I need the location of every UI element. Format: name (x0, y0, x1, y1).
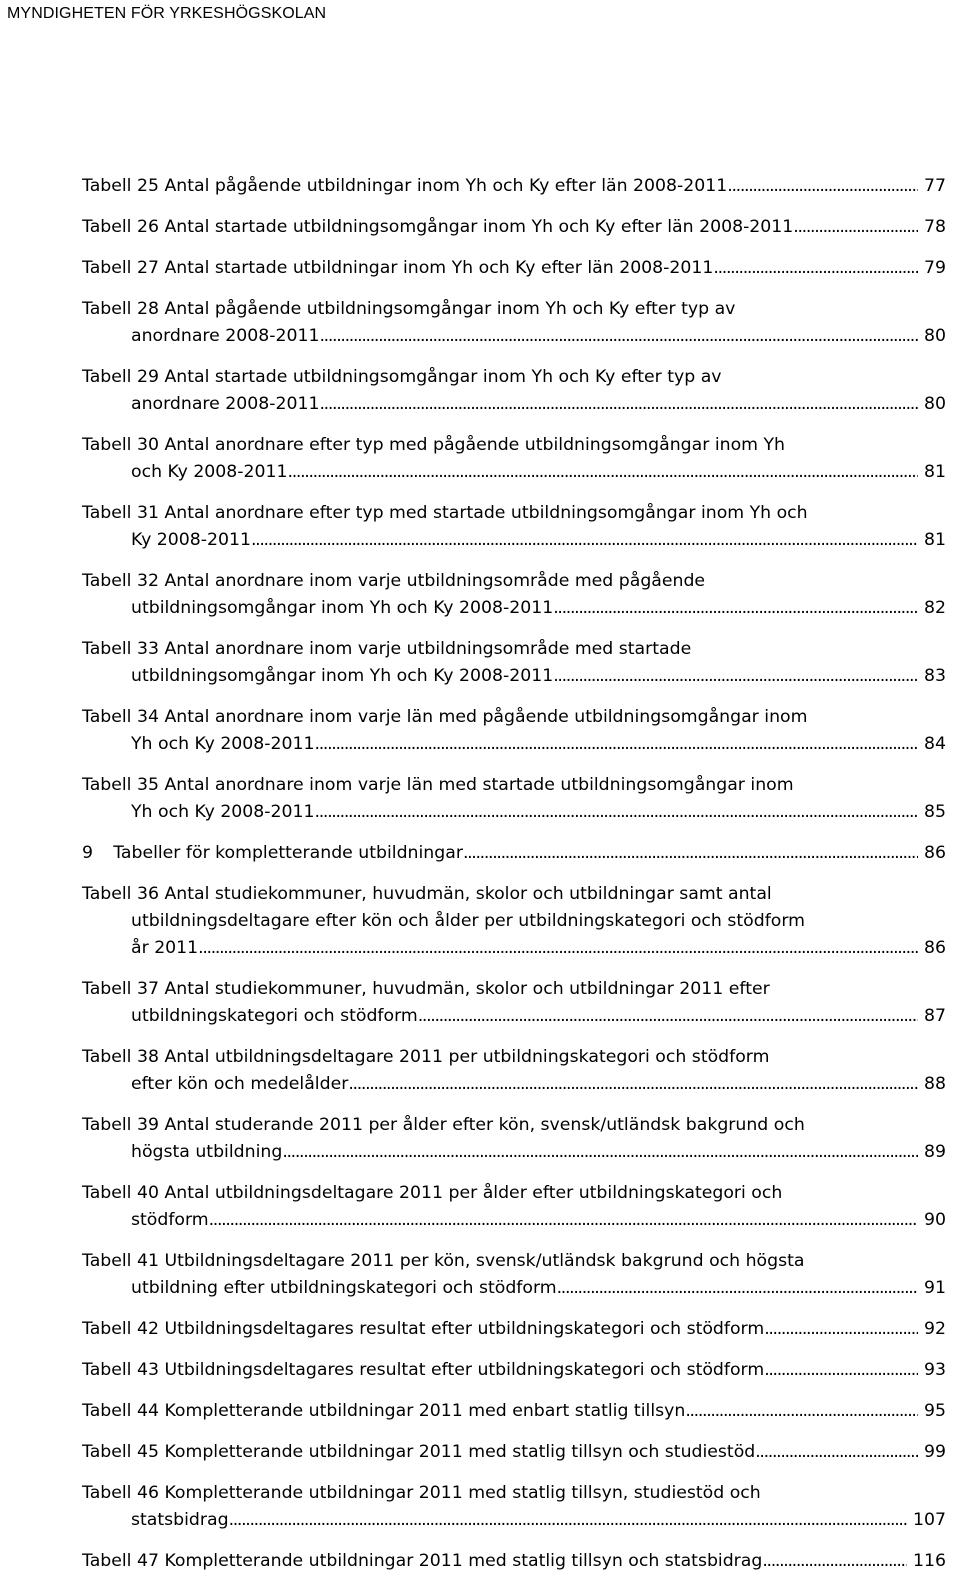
toc-entry-page: 95 (924, 1401, 946, 1421)
table-of-contents (82, 173, 946, 1575)
toc-entry-page: 82 (924, 598, 946, 618)
toc-entry-title-continued: högsta utbildning . . . (131, 1139, 918, 1166)
toc-entry-title-continued: utbildningsomgångar inom Yh och Ky 2008-2011 . . . (131, 595, 918, 622)
toc-entry-page: 86 (924, 938, 946, 958)
chapter-title: Tabeller för kompletterande utbildningar . . . (113, 840, 918, 867)
toc-entry-page: 80 (924, 394, 946, 414)
toc-entry-title: Tabell 46 Kompletterande utbildningar 2011 med statlig tillsyn, studiestöd och (82, 1483, 761, 1503)
toc-entry-title: Tabell 40 Antal utbildningsdeltagare 2011 per ålder efter utbildningskategori och (82, 1183, 783, 1203)
toc-entry[interactable] (82, 1180, 946, 1234)
toc-entry[interactable] (82, 500, 946, 554)
toc-entry[interactable] (82, 1112, 946, 1166)
toc-entry-page: 107 (913, 1510, 946, 1530)
toc-entry-page: 81 (924, 462, 946, 482)
toc-entry-page: 93 (924, 1360, 946, 1380)
toc-entry[interactable] (82, 772, 946, 826)
toc-entry-title: Tabell 39 Antal studerande 2011 per ålder efter kön, svensk/utländsk bakgrund och (82, 1115, 805, 1135)
toc-entry-title: Tabell 33 Antal anordnare inom varje utbildningsområde med startade (82, 639, 692, 659)
toc-entry-page: 83 (924, 666, 946, 686)
toc-entry-title: Tabell 38 Antal utbildningsdeltagare 2011 per utbildningskategori och stödform (82, 1047, 770, 1067)
toc-entry-page: 92 (924, 1319, 946, 1339)
toc-entry[interactable] (82, 1248, 946, 1302)
toc-entry-title-continued: efter kön och medelålder . . . (131, 1071, 918, 1098)
toc-entry-title-continued: statsbidrag . . . (131, 1507, 907, 1534)
toc-entry-title: Tabell 42 Utbildningsdeltagares resultat efter utbildningskategori och stödform . . . (82, 1316, 918, 1343)
toc-entry-title-continued: utbildning efter utbildningskategori och stödform . . . (131, 1275, 918, 1302)
toc-entry-title: Tabell 43 Utbildningsdeltagares resultat efter utbildningskategori och stödform . . . (82, 1357, 918, 1384)
toc-entry-title: Tabell 47 Kompletterande utbildningar 2011 med statlig tillsyn och statsbidrag . . . (82, 1548, 907, 1575)
toc-entry-title-continued: Yh och Ky 2008-2011 . . . (131, 731, 918, 758)
toc-entry-page: 88 (924, 1074, 946, 1094)
toc-entry-title: Tabell 32 Antal anordnare inom varje utbildningsområde med pågående (82, 571, 706, 591)
toc-entry-title: Tabell 29 Antal startade utbildningsomgångar inom Yh och Ky efter typ av (82, 367, 722, 387)
toc-entry-title-continued: utbildningskategori och stödform . . . (131, 1003, 918, 1030)
toc-entry[interactable] (82, 636, 946, 690)
toc-entry-title: Tabell 34 Antal anordnare inom varje län med pågående utbildningsomgångar inom (82, 707, 808, 727)
toc-entry[interactable] (82, 432, 946, 486)
toc-entry-page: 91 (924, 1278, 946, 1298)
toc-entry-page: 87 (924, 1006, 946, 1026)
toc-entry-title: Tabell 27 Antal startade utbildningar inom Yh och Ky efter län 2008-2011 . . . (82, 255, 918, 282)
toc-entry[interactable] (82, 1548, 946, 1575)
toc-entry-title: Tabell 35 Antal anordnare inom varje län med startade utbildningsomgångar inom (82, 775, 794, 795)
toc-entry-page: 99 (924, 1442, 946, 1462)
toc-entry-title: Tabell 41 Utbildningsdeltagare 2011 per kön, svensk/utländsk bakgrund och högsta (82, 1251, 805, 1271)
toc-entry-title: Tabell 44 Kompletterande utbildningar 2011 med enbart statlig tillsyn . . . (82, 1398, 918, 1425)
toc-entry-page: 86 (924, 843, 946, 863)
toc-entry[interactable] (82, 1044, 946, 1098)
chapter-number: 9 (82, 843, 93, 863)
toc-entry[interactable] (82, 881, 946, 962)
toc-entry-title: Tabell 25 Antal pågående utbildningar inom Yh och Ky efter län 2008-2011 . . . (82, 173, 918, 200)
toc-entry-page: 85 (924, 802, 946, 822)
toc-entry-title: Tabell 31 Antal anordnare efter typ med startade utbildningsomgångar inom Yh och (82, 503, 808, 523)
toc-entry[interactable] (82, 296, 946, 350)
toc-entry[interactable] (82, 568, 946, 622)
toc-entry-page: 77 (924, 176, 946, 196)
running-header: MYNDIGHETEN FÖR YRKESHÖGSKOLAN (7, 5, 327, 22)
toc-entry-page: 81 (924, 530, 946, 550)
toc-chapter-entry[interactable] (82, 840, 946, 867)
toc-entry-title: Tabell 36 Antal studiekommuner, huvudmän, skolor och utbildningar samt antal (82, 884, 772, 904)
toc-entry[interactable] (82, 255, 946, 282)
toc-entry[interactable] (82, 704, 946, 758)
toc-entry-title-continued: anordnare 2008-2011 . . . (131, 391, 918, 418)
toc-entry-title-continued: anordnare 2008-2011 . . . (131, 323, 918, 350)
toc-entry-title-continued: Ky 2008-2011 . . . (131, 527, 918, 554)
toc-entry[interactable] (82, 364, 946, 418)
toc-entry-title: Tabell 37 Antal studiekommuner, huvudmän, skolor och utbildningar 2011 efter (82, 979, 770, 999)
toc-entry-page: 79 (924, 258, 946, 278)
toc-entry-title: Tabell 26 Antal startade utbildningsomgångar inom Yh och Ky efter län 2008-2011 . . . (82, 214, 918, 241)
toc-entry-title-continued: utbildningsomgångar inom Yh och Ky 2008-2011 . . . (131, 663, 918, 690)
toc-entry-title: Tabell 28 Antal pågående utbildningsomgångar inom Yh och Ky efter typ av (82, 299, 736, 319)
toc-entry-page: 84 (924, 734, 946, 754)
toc-entry-title-continued: Yh och Ky 2008-2011 . . . (131, 799, 918, 826)
toc-entry[interactable] (82, 1439, 946, 1466)
toc-entry[interactable] (82, 173, 946, 200)
toc-entry-page: 89 (924, 1142, 946, 1162)
toc-entry-page: 80 (924, 326, 946, 346)
toc-entry-page: 90 (924, 1210, 946, 1230)
toc-entry[interactable] (82, 1398, 946, 1425)
toc-entry-title-continued: utbildningsdeltagare efter kön och ålder per utbildningskategori och stödform (131, 911, 805, 931)
toc-entry-page: 116 (913, 1551, 946, 1571)
toc-entry[interactable] (82, 1316, 946, 1343)
toc-entry[interactable] (82, 976, 946, 1030)
toc-entry-page: 78 (924, 217, 946, 237)
toc-entry[interactable] (82, 214, 946, 241)
toc-entry[interactable] (82, 1480, 946, 1534)
toc-entry-title: Tabell 30 Antal anordnare efter typ med pågående utbildningsomgångar inom Yh (82, 435, 785, 455)
toc-entry-title-continued: stödform . . . (131, 1207, 918, 1234)
toc-entry[interactable] (82, 1357, 946, 1384)
toc-entry-title-continued: och Ky 2008-2011 . . . (131, 459, 918, 486)
toc-entry-title: Tabell 45 Kompletterande utbildningar 2011 med statlig tillsyn och studiestöd . . . (82, 1439, 918, 1466)
toc-entry-title-continued: år 2011 . . . (131, 935, 918, 962)
